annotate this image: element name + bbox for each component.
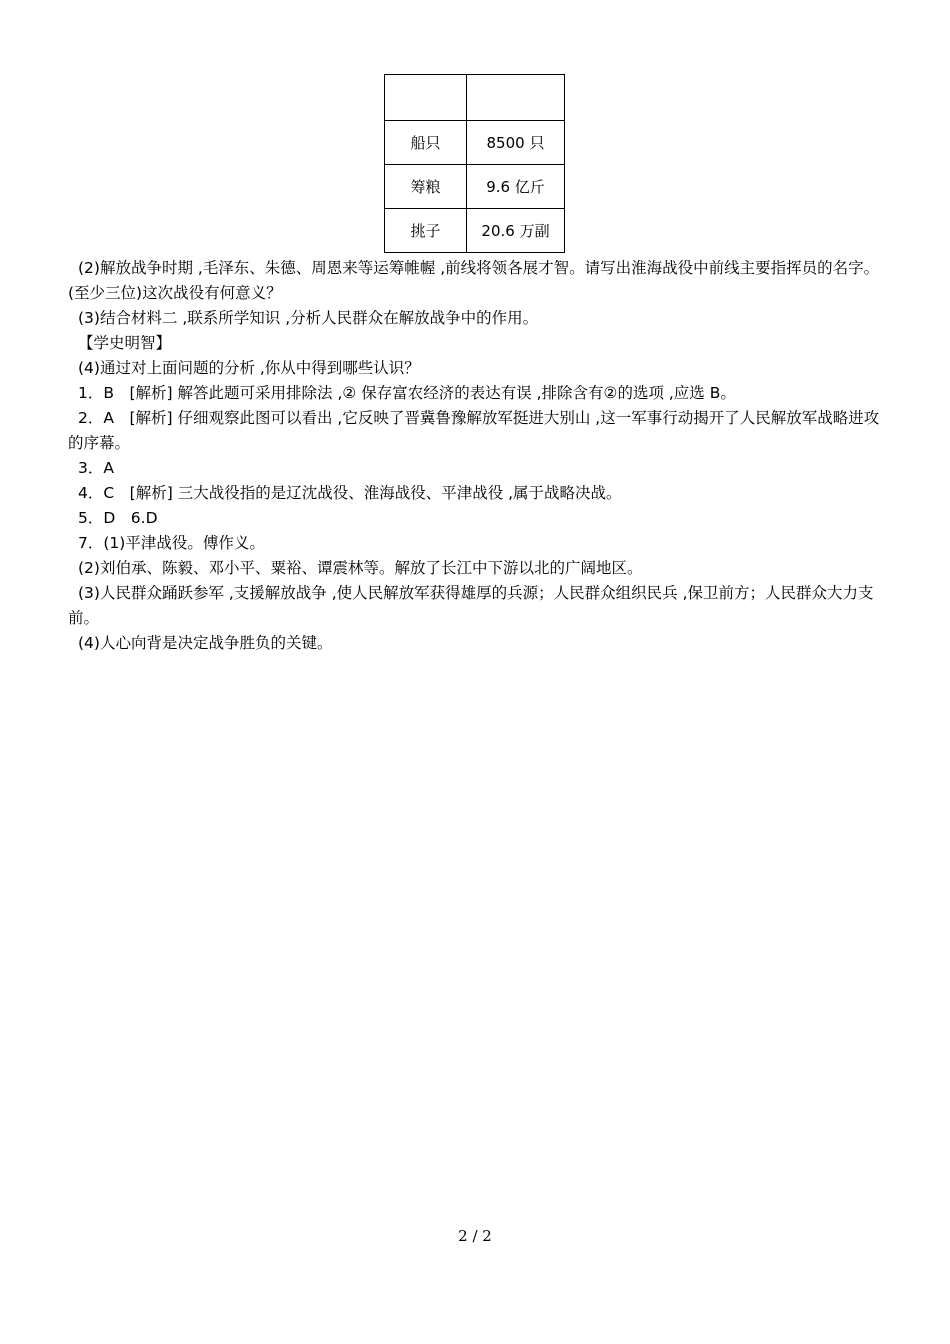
- table-cell-value: 8500 只: [467, 121, 565, 165]
- table-row: [385, 75, 565, 121]
- table-row: [385, 165, 565, 209]
- answer-2: 2．A [解析] 仔细观察此图可以看出 ,它反映了晋冀鲁豫解放军挺进大别山 ,这一军事行动揭开了人民解放军战略进攻的序幕。: [68, 409, 880, 452]
- answer-7-3: (3)人民群众踊跃参军 ,支援解放战争 ,使人民解放军获得雄厚的兵源；人民群众组织民兵 ,保卫前方；人民群众大力支前。: [68, 584, 874, 627]
- table-cell-value: 20.6 万副: [467, 209, 565, 253]
- section-heading: 【学史明智】: [78, 334, 172, 352]
- supply-table: [384, 74, 565, 253]
- table-cell-label: 船只: [385, 121, 467, 165]
- question-4: (4)通过对上面问题的分析 ,你从中得到哪些认识？: [78, 359, 420, 377]
- table-cell-value: 9.6 亿斤: [467, 165, 565, 209]
- answer-1: 1．B [解析] 解答此题可采用排除法 ,② 保存富农经济的表达有误 ,排除含有②的选项 ,应选 B。: [78, 384, 736, 402]
- table-cell-label: [385, 75, 467, 121]
- answer-4: 4．C [解析] 三大战役指的是辽沈战役、淮海战役、平津战役 ,属于战略决战。: [78, 484, 622, 502]
- table-cell-value: [467, 75, 565, 121]
- table-cell-label: 筹粮: [385, 165, 467, 209]
- answer-3: 3．A: [78, 459, 114, 477]
- answer-7-1: 7．(1)平津战役。傅作义。: [78, 534, 265, 552]
- question-3: (3)结合材料二 ,联系所学知识 ,分析人民群众在解放战争中的作用。: [78, 309, 539, 327]
- table-cell-label: 挑子: [385, 209, 467, 253]
- question-2: (2)解放战争时期 ,毛泽东、朱德、周恩来等运筹帷幄 ,前线将领各展才智。请写出淮海战役中前线主要指挥员的名字。(至少三位)这次战役有何意义？: [68, 259, 880, 302]
- page-number: 2 / 2: [458, 1227, 492, 1245]
- table-row: [385, 121, 565, 165]
- answer-5-6: 5．D 6.D: [78, 509, 158, 527]
- question-answer-text: [68, 256, 888, 656]
- answer-7-4: (4)人心向背是决定战争胜负的关键。: [78, 634, 333, 652]
- table-row: [385, 209, 565, 253]
- answer-7-2: (2)刘伯承、陈毅、邓小平、粟裕、谭震林等。解放了长江中下游以北的广阔地区。: [78, 559, 643, 577]
